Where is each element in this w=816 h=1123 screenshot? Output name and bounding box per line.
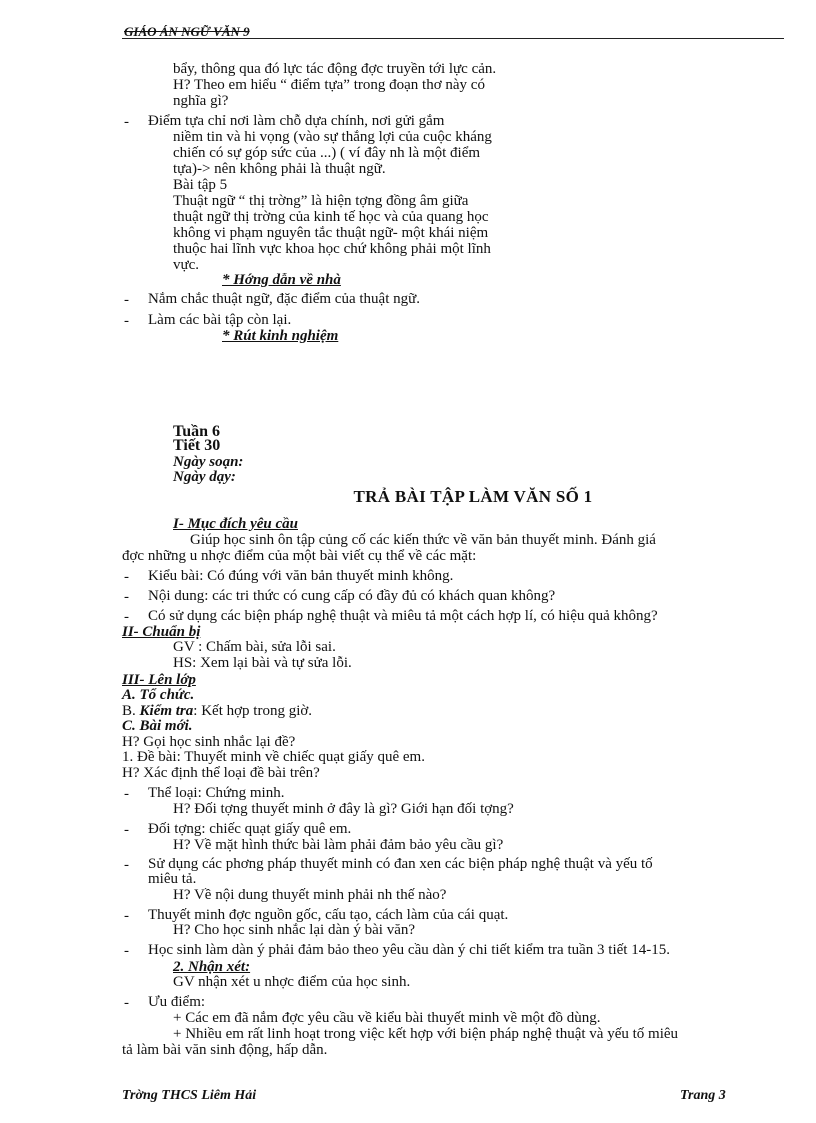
step-check-prefix: B.	[122, 703, 140, 719]
text-line: Học sinh làm dàn ý phải đảm bảo theo yêu cầu dàn ý chi tiết kiểm tra tuần 3 tiết 14-15.	[148, 942, 670, 958]
heading-comments	[173, 960, 250, 975]
step-check-text: : Kết hợp trong giờ.	[193, 703, 313, 719]
text-line: Bài tập 5	[173, 177, 228, 193]
text-line: HS: Xem lại bài và tự sửa lỗi.	[173, 655, 352, 671]
bullet-dash: -	[124, 822, 129, 838]
text-line: vực.	[173, 257, 200, 273]
bullet-dash: -	[124, 292, 129, 308]
bullet-dash: -	[124, 786, 129, 802]
text-line: GV : Chấm bài, sửa lỗi sai.	[173, 639, 336, 655]
text-line: nghĩa gì?	[173, 93, 229, 109]
text-line: Đối tợng: chiếc quạt giấy quê em.	[148, 821, 352, 837]
prep-date-label: Ngày soạn:	[173, 454, 244, 470]
step-check-label: Kiểm tra	[139, 703, 194, 719]
text-line: Kiểu bài: Có đúng với văn bản thuyết minh không.	[148, 568, 454, 584]
text-line: Điểm tựa chỉ nơi làm chỗ dựa chính, nơi gửi gắm	[148, 113, 445, 129]
lesson-title: TRẢ BÀI TẬP LÀM VĂN SỐ 1	[353, 487, 593, 506]
text-line: H? Về nội dung thuyết minh phải nh thế nào?	[173, 887, 447, 903]
text-line: H? Cho học sinh nhắc lại dàn ý bài văn?	[173, 922, 416, 938]
section-procedure	[122, 673, 196, 688]
period-label: Tiết 30	[173, 437, 221, 454]
text-line: H? Đối tợng thuyết minh ở đây là gì? Giới hạn đối tợng?	[173, 801, 514, 817]
text-line: tựa)-> nên không phải là thuật ngữ.	[173, 161, 386, 177]
header-title: GIÁO ÁN NGỮ VĂN 9	[124, 24, 250, 39]
section-preparation-text: II- Chuẩn bị	[122, 624, 201, 640]
heading-experience: * Rút kinh nghiệm	[222, 328, 339, 344]
text-line: không vi phạm nguyên tắc thuật ngữ- một khái niệm	[173, 225, 489, 241]
step-check	[122, 704, 312, 719]
text-line: 1. Đề bài: Thuyết minh về chiếc quạt giấy quê em.	[122, 749, 425, 765]
bullet-dash: -	[124, 313, 129, 329]
text-line: Thể loại: Chứng minh.	[148, 785, 285, 801]
bullet-dash: -	[124, 857, 129, 873]
text-line: bẩy, thông qua đó lực tác động đợc truyền tới lực cản.	[173, 61, 497, 77]
footer-school: Trờng THCS Liêm Hải	[122, 1088, 257, 1103]
bullet-dash: -	[124, 943, 129, 959]
text-line: Làm các bài tập còn lại.	[148, 312, 292, 328]
section-objectives-text: I- Mục đích yêu cầu	[173, 516, 298, 532]
section-procedure-text: III- Lên lớp	[122, 672, 196, 688]
text-line: chiến có sự góp sức của ...) ( ví đây nh là một điểm	[173, 145, 481, 161]
bullet-dash: -	[124, 995, 129, 1011]
bullet-dash: -	[124, 569, 129, 585]
text-line: Thuyết minh đợc nguồn gốc, cấu tạo, cách làm của cái quạt.	[148, 907, 509, 923]
text-line: H? Theo em hiểu “ điểm tựa” trong đoạn thơ này có	[173, 77, 485, 93]
text-line: + Các em đã nắm đợc yêu cầu về kiểu bài thuyết minh về một đồ dùng.	[173, 1010, 601, 1026]
text-line: Giúp học sinh ôn tập củng cố các kiến thức về văn bản thuyết minh. Đánh giá	[190, 532, 656, 548]
text-line: đợc những u nhợc điểm của một bài viết cụ thể về các mặt:	[122, 548, 477, 564]
page-header	[122, 24, 784, 39]
text-line: Nắm chắc thuật ngữ, đặc điểm của thuật ngữ.	[148, 291, 420, 307]
text-line: Thuật ngữ “ thị trờng” là hiện tợng đồng âm giữa	[173, 193, 469, 209]
text-line: thuộc hai lĩnh vực khoa học chứ không phải một lĩnh	[173, 241, 491, 257]
text-line: niềm tin và hi vọng (vào sự thắng lợi của cuộc kháng	[173, 129, 492, 145]
text-line: GV nhận xét u nhợc điểm của học sinh.	[173, 974, 411, 990]
section-objectives	[173, 517, 298, 532]
text-line: H? Xác định thể loại đề bài trên?	[122, 765, 320, 781]
text-line: + Nhiều em rất linh hoạt trong việc kết hợp với biện pháp nghệ thuật và yếu tố miêu	[173, 1026, 679, 1042]
text-line: Ưu điểm:	[148, 994, 206, 1010]
text-line: Nội dung: các tri thức có cung cấp có đầy đủ có khách quan không?	[148, 588, 556, 604]
bullet-dash: -	[124, 589, 129, 605]
heading-homework: * Hớng dẫn về nhà	[222, 272, 341, 288]
section-preparation	[122, 625, 200, 640]
text-line: Sử dụng các phơng pháp thuyết minh có đan xen các biện pháp nghệ thuật và yếu tố	[148, 856, 653, 872]
step-new-lesson: C. Bài mới.	[122, 718, 193, 734]
week-label: Tuần 6	[173, 423, 220, 440]
text-line: Có sử dụng các biện pháp nghệ thuật và miêu tả một cách hợp lí, có hiệu quả không?	[148, 608, 658, 624]
text-line: tả làm bài văn sinh động, hấp dẫn.	[122, 1042, 328, 1058]
step-organization: A. Tổ chức.	[122, 687, 195, 703]
bullet-dash: -	[124, 114, 129, 130]
bullet-dash: -	[124, 908, 129, 924]
text-line: miêu tả.	[148, 871, 197, 887]
bullet-dash: -	[124, 609, 129, 625]
text-line: H? Gọi học sinh nhắc lại đề?	[122, 734, 296, 750]
teach-date-label: Ngày dạy:	[173, 469, 236, 485]
text-line: thuật ngữ thị trờng của kinh tế học và của quang học	[173, 209, 489, 225]
text-line: H? Về mặt hình thức bài làm phải đảm bảo yêu cầu gì?	[173, 837, 504, 853]
heading-comments-text: 2. Nhận xét:	[173, 959, 251, 975]
footer-page-number: Trang 3	[680, 1088, 726, 1103]
